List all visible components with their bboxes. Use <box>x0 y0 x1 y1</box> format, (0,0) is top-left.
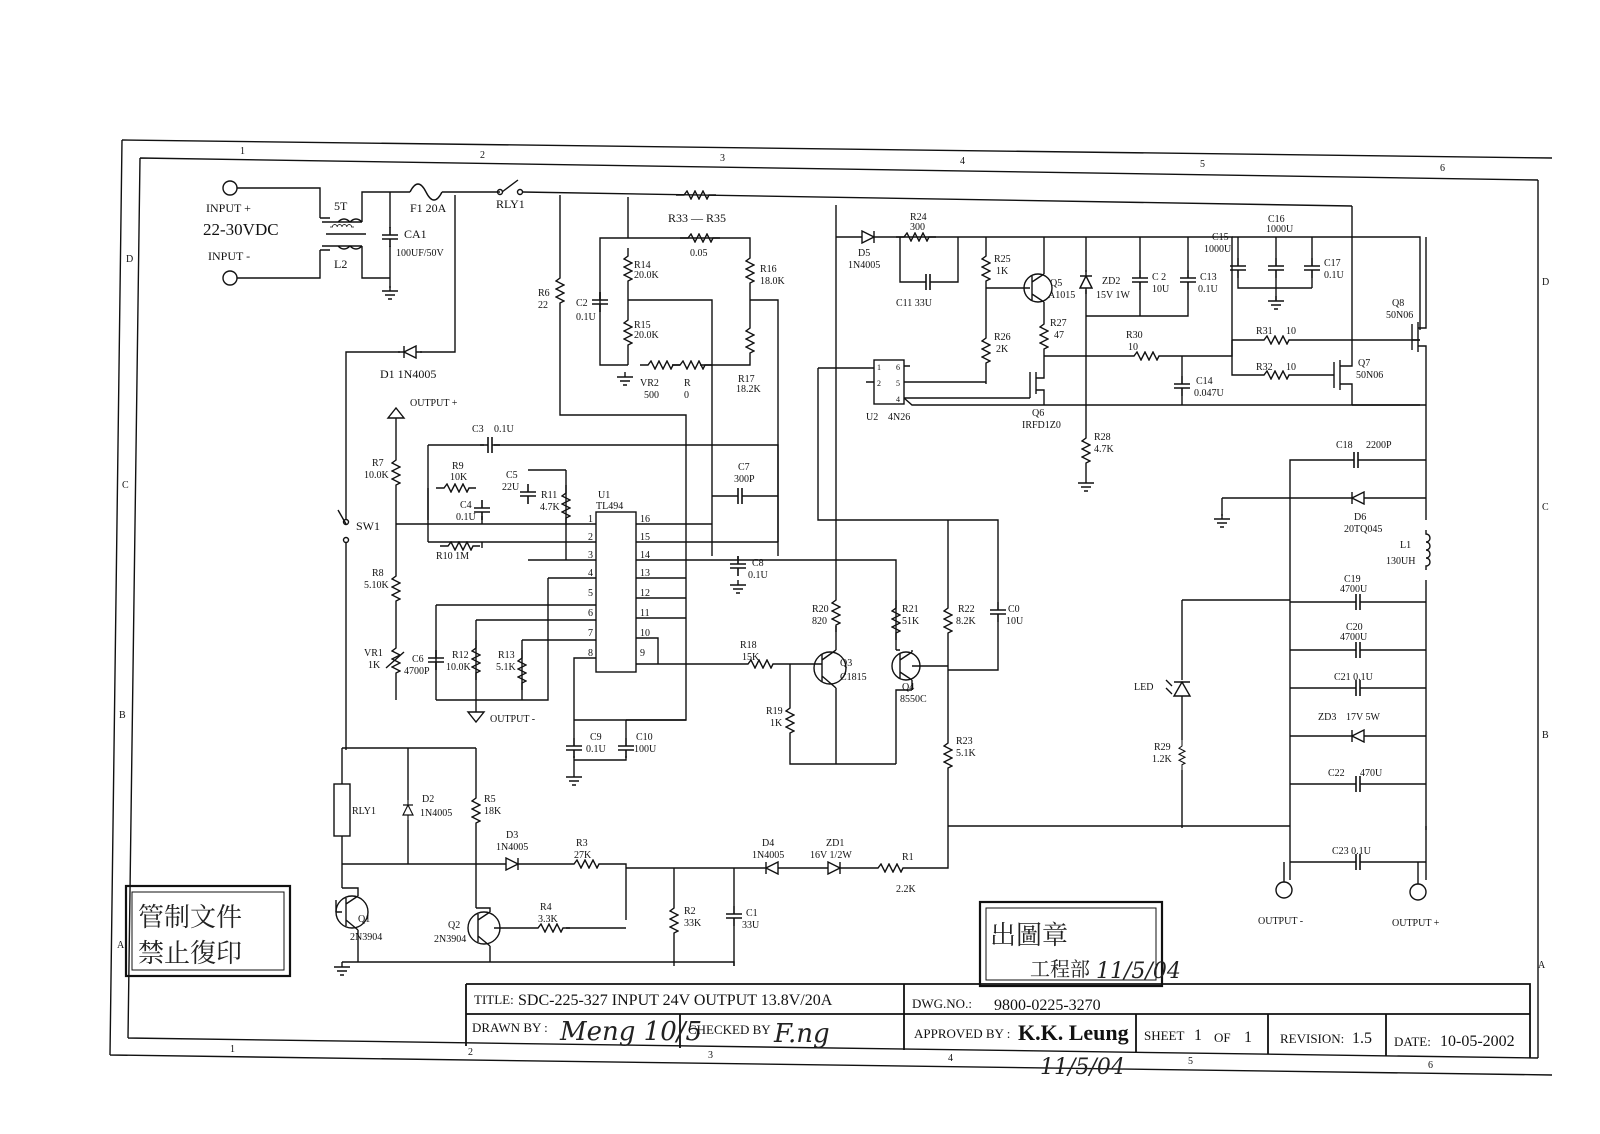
r25-label: R25 <box>994 254 1011 265</box>
c17-label: C17 <box>1324 258 1341 269</box>
r18-label: R18 <box>740 640 757 651</box>
zone-col-1-bottom: 1 <box>230 1044 235 1055</box>
zone-col-6-bottom: 6 <box>1428 1060 1433 1071</box>
c8-value: 0.1U <box>748 570 768 581</box>
zone-row-d: D <box>126 254 134 265</box>
l2-label: L2 <box>334 257 348 271</box>
q5-label: Q5 <box>1050 278 1063 289</box>
c2-value: 0.1U <box>576 312 596 323</box>
c6-label: C6 <box>412 654 424 665</box>
r20-label: R20 <box>812 604 829 615</box>
rly1-coil <box>334 784 350 836</box>
r28-value: 4.7K <box>1094 444 1114 455</box>
c12-value: 10U <box>1152 284 1170 295</box>
c6-value: 4700P <box>404 666 430 677</box>
output-minus-terminal <box>1276 882 1292 898</box>
sheet-label: SHEET <box>1144 1028 1185 1043</box>
u2-pin-numbers <box>877 363 900 404</box>
c8-label: C8 <box>752 558 764 569</box>
sw1-label: SW1 <box>356 519 380 533</box>
c23-label: C23 0.1U <box>1332 846 1371 857</box>
release-stamp <box>980 902 1181 986</box>
r30-value: 10 <box>1128 342 1138 353</box>
output-plus-ref-symbol <box>388 408 404 418</box>
zd2-label: ZD2 <box>1102 276 1121 287</box>
input-minus-label: INPUT - <box>208 249 251 263</box>
drawn-by-label: DRAWN BY : <box>472 1020 548 1035</box>
d3-label: D3 <box>506 830 519 841</box>
r14-value: 20.0K <box>634 270 659 281</box>
u1-pin-right: 11 <box>640 608 650 619</box>
date-label: DATE: <box>1394 1034 1431 1049</box>
r21-label: R21 <box>902 604 919 615</box>
d6-label: D6 <box>1354 512 1367 523</box>
r12-label: R12 <box>452 650 469 661</box>
vr1-label: VR1 <box>364 648 383 659</box>
u1-pin-right: 15 <box>640 532 650 543</box>
checked-by-signature: F.ng <box>774 1019 830 1049</box>
r29-label: R29 <box>1154 742 1171 753</box>
r8-value: 5.10K <box>364 580 389 591</box>
ca1-value: 100UF/50V <box>396 248 444 259</box>
r30-label: R30 <box>1126 330 1143 341</box>
r32-label: R32 <box>1256 362 1273 373</box>
u1-pin-right: 10 <box>640 628 650 639</box>
c5-value: 22U <box>502 482 520 493</box>
r26-value: 2K <box>996 344 1009 355</box>
c7-value: 300P <box>734 474 755 485</box>
r3-value: 27K <box>574 850 592 861</box>
u1-tl494-ic <box>596 512 636 672</box>
power-stage-section <box>1204 206 1426 405</box>
q4-value: 8550C <box>900 694 927 705</box>
u2-pin: 6 <box>896 363 900 372</box>
zone-col-3-bottom: 3 <box>708 1050 713 1061</box>
c10-value: 100U <box>634 744 657 755</box>
of-label: OF <box>1214 1030 1231 1045</box>
ca1-label: CA1 <box>404 227 427 241</box>
release-stamp-signature: 11/5/04 <box>1096 959 1181 984</box>
sheet-number: 1 <box>1194 1027 1202 1044</box>
r1-value: 2.2K <box>896 884 916 895</box>
approved-by-name: K.K. Leung <box>1018 1020 1129 1045</box>
c12-label: C 2 <box>1152 272 1167 283</box>
u1-pin-left: 1 <box>588 514 593 525</box>
zone-col-2: 2 <box>480 150 485 161</box>
r12-value: 10.0K <box>446 662 471 673</box>
r27-label: R27 <box>1050 318 1067 329</box>
c9-label: C9 <box>590 732 602 743</box>
winding-label: 5T <box>334 199 348 213</box>
vr2-label: VR2 <box>640 378 659 389</box>
zone-col-5: 5 <box>1200 159 1205 170</box>
u1-pin-right: 16 <box>640 514 650 525</box>
c22-value: 470U <box>1360 768 1383 779</box>
title-block <box>466 984 1530 1080</box>
output-minus-ref-label: OUTPUT - <box>490 714 536 725</box>
output-sense-section <box>338 398 458 750</box>
r24-label: R24 <box>910 212 927 223</box>
input-spec-label: 22-30VDC <box>203 220 279 239</box>
u1-pin-right: 13 <box>640 568 650 579</box>
c0-value: 10U <box>1006 616 1024 627</box>
r6-label: R6 <box>538 288 550 299</box>
q7-label: Q7 <box>1358 358 1371 369</box>
u1-pin-left: 6 <box>588 608 593 619</box>
r23-value: 5.1K <box>956 748 976 759</box>
d2-label: D2 <box>422 794 435 805</box>
r9-label: R9 <box>452 461 464 472</box>
c14-label: C14 <box>1196 376 1213 387</box>
r31-label: R31 <box>1256 326 1273 337</box>
q4-label: Q4 <box>902 682 915 693</box>
r14-label: R14 <box>634 260 651 271</box>
r5-label: R5 <box>484 794 496 805</box>
r3-label: R3 <box>576 838 588 849</box>
r6-value: 22 <box>538 300 548 311</box>
c1-value: 33U <box>742 920 760 931</box>
r11-label: R11 <box>541 490 558 501</box>
u1-pin-left: 2 <box>588 532 593 543</box>
c13-value: 0.1U <box>1198 284 1218 295</box>
r18-value: 15K <box>742 652 760 663</box>
u1-pin-right: 12 <box>640 588 650 599</box>
c4-value: 0.1U <box>456 512 476 523</box>
u2-pin: 2 <box>877 379 881 388</box>
c16-label: C16 <box>1268 214 1285 225</box>
c20-value: 4700U <box>1340 632 1368 643</box>
d1-label: D1 1N4005 <box>380 367 437 381</box>
r23-label: R23 <box>956 736 973 747</box>
u1-pin-left: 5 <box>588 588 593 599</box>
control-stamp-line2: 禁止復印 <box>138 939 243 969</box>
zone-row-d-right: D <box>1542 277 1550 288</box>
c17-value: 0.1U <box>1324 270 1344 281</box>
rly1-contact-label: RLY1 <box>496 197 525 211</box>
r24-value: 300 <box>910 222 925 233</box>
r29-value: 1.2K <box>1152 754 1172 765</box>
sheet-total: 1 <box>1244 1029 1252 1046</box>
u1-pin-numbers <box>588 514 650 659</box>
revision-label: REVISION: <box>1280 1031 1345 1046</box>
u1-pin-right: 14 <box>640 550 650 561</box>
c19-label: C19 <box>1344 574 1361 585</box>
l1-label: L1 <box>1400 540 1412 551</box>
d3-value: 1N4005 <box>496 842 529 853</box>
u1-pin-left: 8 <box>588 648 593 659</box>
approved-date-signature: 11/5/04 <box>1040 1055 1125 1080</box>
d2-value: 1N4005 <box>420 808 453 819</box>
u1-pin-left: 3 <box>588 550 593 561</box>
r5-value: 18K <box>484 806 502 817</box>
c18-label: C18 <box>1336 440 1353 451</box>
c2-label: C2 <box>576 298 588 309</box>
c13-label: C13 <box>1200 272 1217 283</box>
r22-label: R22 <box>958 604 975 615</box>
c16-value: 1000U <box>1266 224 1294 235</box>
led-label: LED <box>1134 682 1154 693</box>
r21-value: 51K <box>902 616 920 627</box>
r33-label: R33 — R35 <box>668 211 727 225</box>
zone-col-4: 4 <box>960 156 965 167</box>
r-label: R <box>684 378 691 389</box>
zone-col-3: 3 <box>720 153 725 164</box>
output-plus-label: OUTPUT + <box>1392 918 1440 929</box>
release-stamp-line2: 工程部 <box>1030 957 1090 981</box>
title-label: TITLE: <box>474 992 514 1007</box>
checked-by-label: CHECKED BY <box>688 1022 771 1037</box>
r31-value: 10 <box>1286 326 1296 337</box>
driver-section <box>740 205 1024 826</box>
q1-label: Q1 <box>358 914 371 925</box>
q3-value: C1815 <box>840 672 867 683</box>
r27-value: 47 <box>1054 330 1064 341</box>
vr1-value: 1K <box>368 660 381 671</box>
q8-value: 50N06 <box>1386 310 1414 321</box>
u2-value: 4N26 <box>888 412 911 423</box>
c5-label: C5 <box>506 470 518 481</box>
f1-label: F1 20A <box>410 201 447 215</box>
zone-col-6: 6 <box>1440 163 1445 174</box>
c10-label: C10 <box>636 732 653 743</box>
c15-label: C15 <box>1212 232 1229 243</box>
r-value: 0 <box>684 390 689 401</box>
u1-value: TL494 <box>596 501 624 512</box>
release-stamp-line1: 出圖章 <box>990 921 1069 951</box>
zd1-label: ZD1 <box>826 838 845 849</box>
zd2-value: 15V 1W <box>1096 290 1130 301</box>
input-minus-terminal <box>223 271 237 285</box>
q1-value: 2N3904 <box>350 932 383 943</box>
r9-value: 10K <box>450 472 468 483</box>
q3-label: Q3 <box>840 658 853 669</box>
r19-label: R19 <box>766 706 783 717</box>
r33-value: 0.05 <box>690 248 708 259</box>
d4-value: 1N4005 <box>752 850 785 861</box>
r16-value: 18.0K <box>760 276 785 287</box>
output-minus-label: OUTPUT - <box>1258 916 1304 927</box>
c15-value: 1000U <box>1204 244 1232 255</box>
u1-pin-left: 7 <box>588 628 593 639</box>
c1-label: C1 <box>746 908 758 919</box>
drawing-title: SDC-225-327 INPUT 24V OUTPUT 13.8V/20A <box>518 992 833 1009</box>
zone-row-a: A <box>117 940 125 951</box>
u2-pin: 4 <box>896 395 900 404</box>
revision-value: 1.5 <box>1352 1030 1372 1047</box>
c20-label: C20 <box>1346 622 1363 633</box>
zone-col-1: 1 <box>240 146 245 157</box>
r7-label: R7 <box>372 458 384 469</box>
c11-label: C11 33U <box>896 298 933 309</box>
control-stamp-line1: 管制文件 <box>138 903 243 933</box>
r22-value: 8.2K <box>956 616 976 627</box>
zone-row-b: B <box>119 710 126 721</box>
r15-label: R15 <box>634 320 651 331</box>
dwg-no-label: DWG.NO.: <box>912 996 972 1011</box>
r28-label: R28 <box>1094 432 1111 443</box>
r13-label: R13 <box>498 650 515 661</box>
zone-col-5-bottom: 5 <box>1188 1056 1193 1067</box>
input-plus-label: INPUT + <box>206 201 251 215</box>
c19-value: 4700U <box>1340 584 1368 595</box>
r20-value: 820 <box>812 616 827 627</box>
c7-label: C7 <box>738 462 750 473</box>
vr2-value: 500 <box>644 390 659 401</box>
zone-col-2-bottom: 2 <box>468 1047 473 1058</box>
zone-row-c: C <box>122 480 129 491</box>
r2-value: 33K <box>684 918 702 929</box>
q2-value: 2N3904 <box>434 934 467 945</box>
r19-value: 1K <box>770 718 783 729</box>
d5-value: 1N4005 <box>848 260 881 271</box>
zone-row-a-right: A <box>1538 960 1546 971</box>
d6-value: 20TQ045 <box>1344 524 1383 535</box>
c4-label: C4 <box>460 500 472 511</box>
led-symbol <box>1174 682 1190 696</box>
r16-label: R16 <box>760 264 777 275</box>
r15-value: 20.0K <box>634 330 659 341</box>
q6-label: Q6 <box>1032 408 1045 419</box>
u1-label: U1 <box>598 490 611 501</box>
border-zone-labels <box>117 146 1549 1071</box>
control-document-stamp <box>126 886 290 976</box>
r8-label: R8 <box>372 568 384 579</box>
zd1-value: 16V 1/2W <box>810 850 852 861</box>
output-plus-ref-label: OUTPUT + <box>410 398 458 409</box>
approved-by-label: APPROVED BY : <box>914 1026 1011 1041</box>
r13-value: 5.1K <box>496 662 516 673</box>
q2-label: Q2 <box>448 920 461 931</box>
u2-pin: 1 <box>877 363 881 372</box>
u2-pin: 5 <box>896 379 900 388</box>
r17-value: 18.2K <box>736 384 761 395</box>
r2-label: R2 <box>684 906 696 917</box>
q7-value: 50N06 <box>1356 370 1384 381</box>
c22-label: C22 <box>1328 768 1345 779</box>
r11-value: 4.7K <box>540 502 560 513</box>
zone-row-c-right: C <box>1542 502 1549 513</box>
q5-value: A1015 <box>1048 290 1076 301</box>
d4-label: D4 <box>762 838 775 849</box>
u1-pin-right: 9 <box>640 648 645 659</box>
output-plus-terminal <box>1410 884 1426 900</box>
c9-value: 0.1U <box>586 744 606 755</box>
q7-mosfet <box>1334 206 1352 405</box>
q6-value: IRFD1Z0 <box>1022 420 1061 431</box>
r25-value: 1K <box>996 266 1009 277</box>
q8-label: Q8 <box>1392 298 1405 309</box>
r10-label: R10 1M <box>436 551 470 562</box>
c14-value: 0.047U <box>1194 388 1224 399</box>
u2-label: U2 <box>866 412 879 423</box>
r26-label: R26 <box>994 332 1011 343</box>
drawn-by-signature: Meng 10/5 <box>560 1017 703 1047</box>
r32-value: 10 <box>1286 362 1296 373</box>
r4-value: 3.3K <box>538 914 558 925</box>
zd3-value: 17V 5W <box>1346 712 1380 723</box>
output-minus-ground-symbol <box>468 712 484 722</box>
r1-label: R1 <box>902 852 914 863</box>
l1-value: 130UH <box>1386 556 1416 567</box>
c18-value: 2200P <box>1366 440 1392 451</box>
gate-drive-section <box>836 212 1420 491</box>
c3-label: C3 <box>472 424 484 435</box>
d5-label: D5 <box>858 248 871 259</box>
c21-label: C21 0.1U <box>1334 672 1373 683</box>
zone-col-4-bottom: 4 <box>948 1053 953 1064</box>
c3-value: 0.1U <box>494 424 514 435</box>
r4-label: R4 <box>540 902 552 913</box>
relay-protection-section <box>334 748 948 975</box>
r17-label: R17 <box>738 374 755 385</box>
c0-label: C0 <box>1008 604 1020 615</box>
q8-mosfet <box>1412 237 1426 405</box>
input-plus-terminal <box>223 181 237 195</box>
rly1-coil-label: RLY1 <box>352 806 376 817</box>
u1-pin-left: 4 <box>588 568 593 579</box>
zd3-label: ZD3 <box>1318 712 1337 723</box>
dwg-no-value: 9800-0225-3270 <box>994 997 1101 1014</box>
zone-row-b-right: B <box>1542 730 1549 741</box>
date-value: 10-05-2002 <box>1440 1033 1515 1050</box>
output-filter-section <box>948 405 1440 929</box>
r7-value: 10.0K <box>364 470 389 481</box>
